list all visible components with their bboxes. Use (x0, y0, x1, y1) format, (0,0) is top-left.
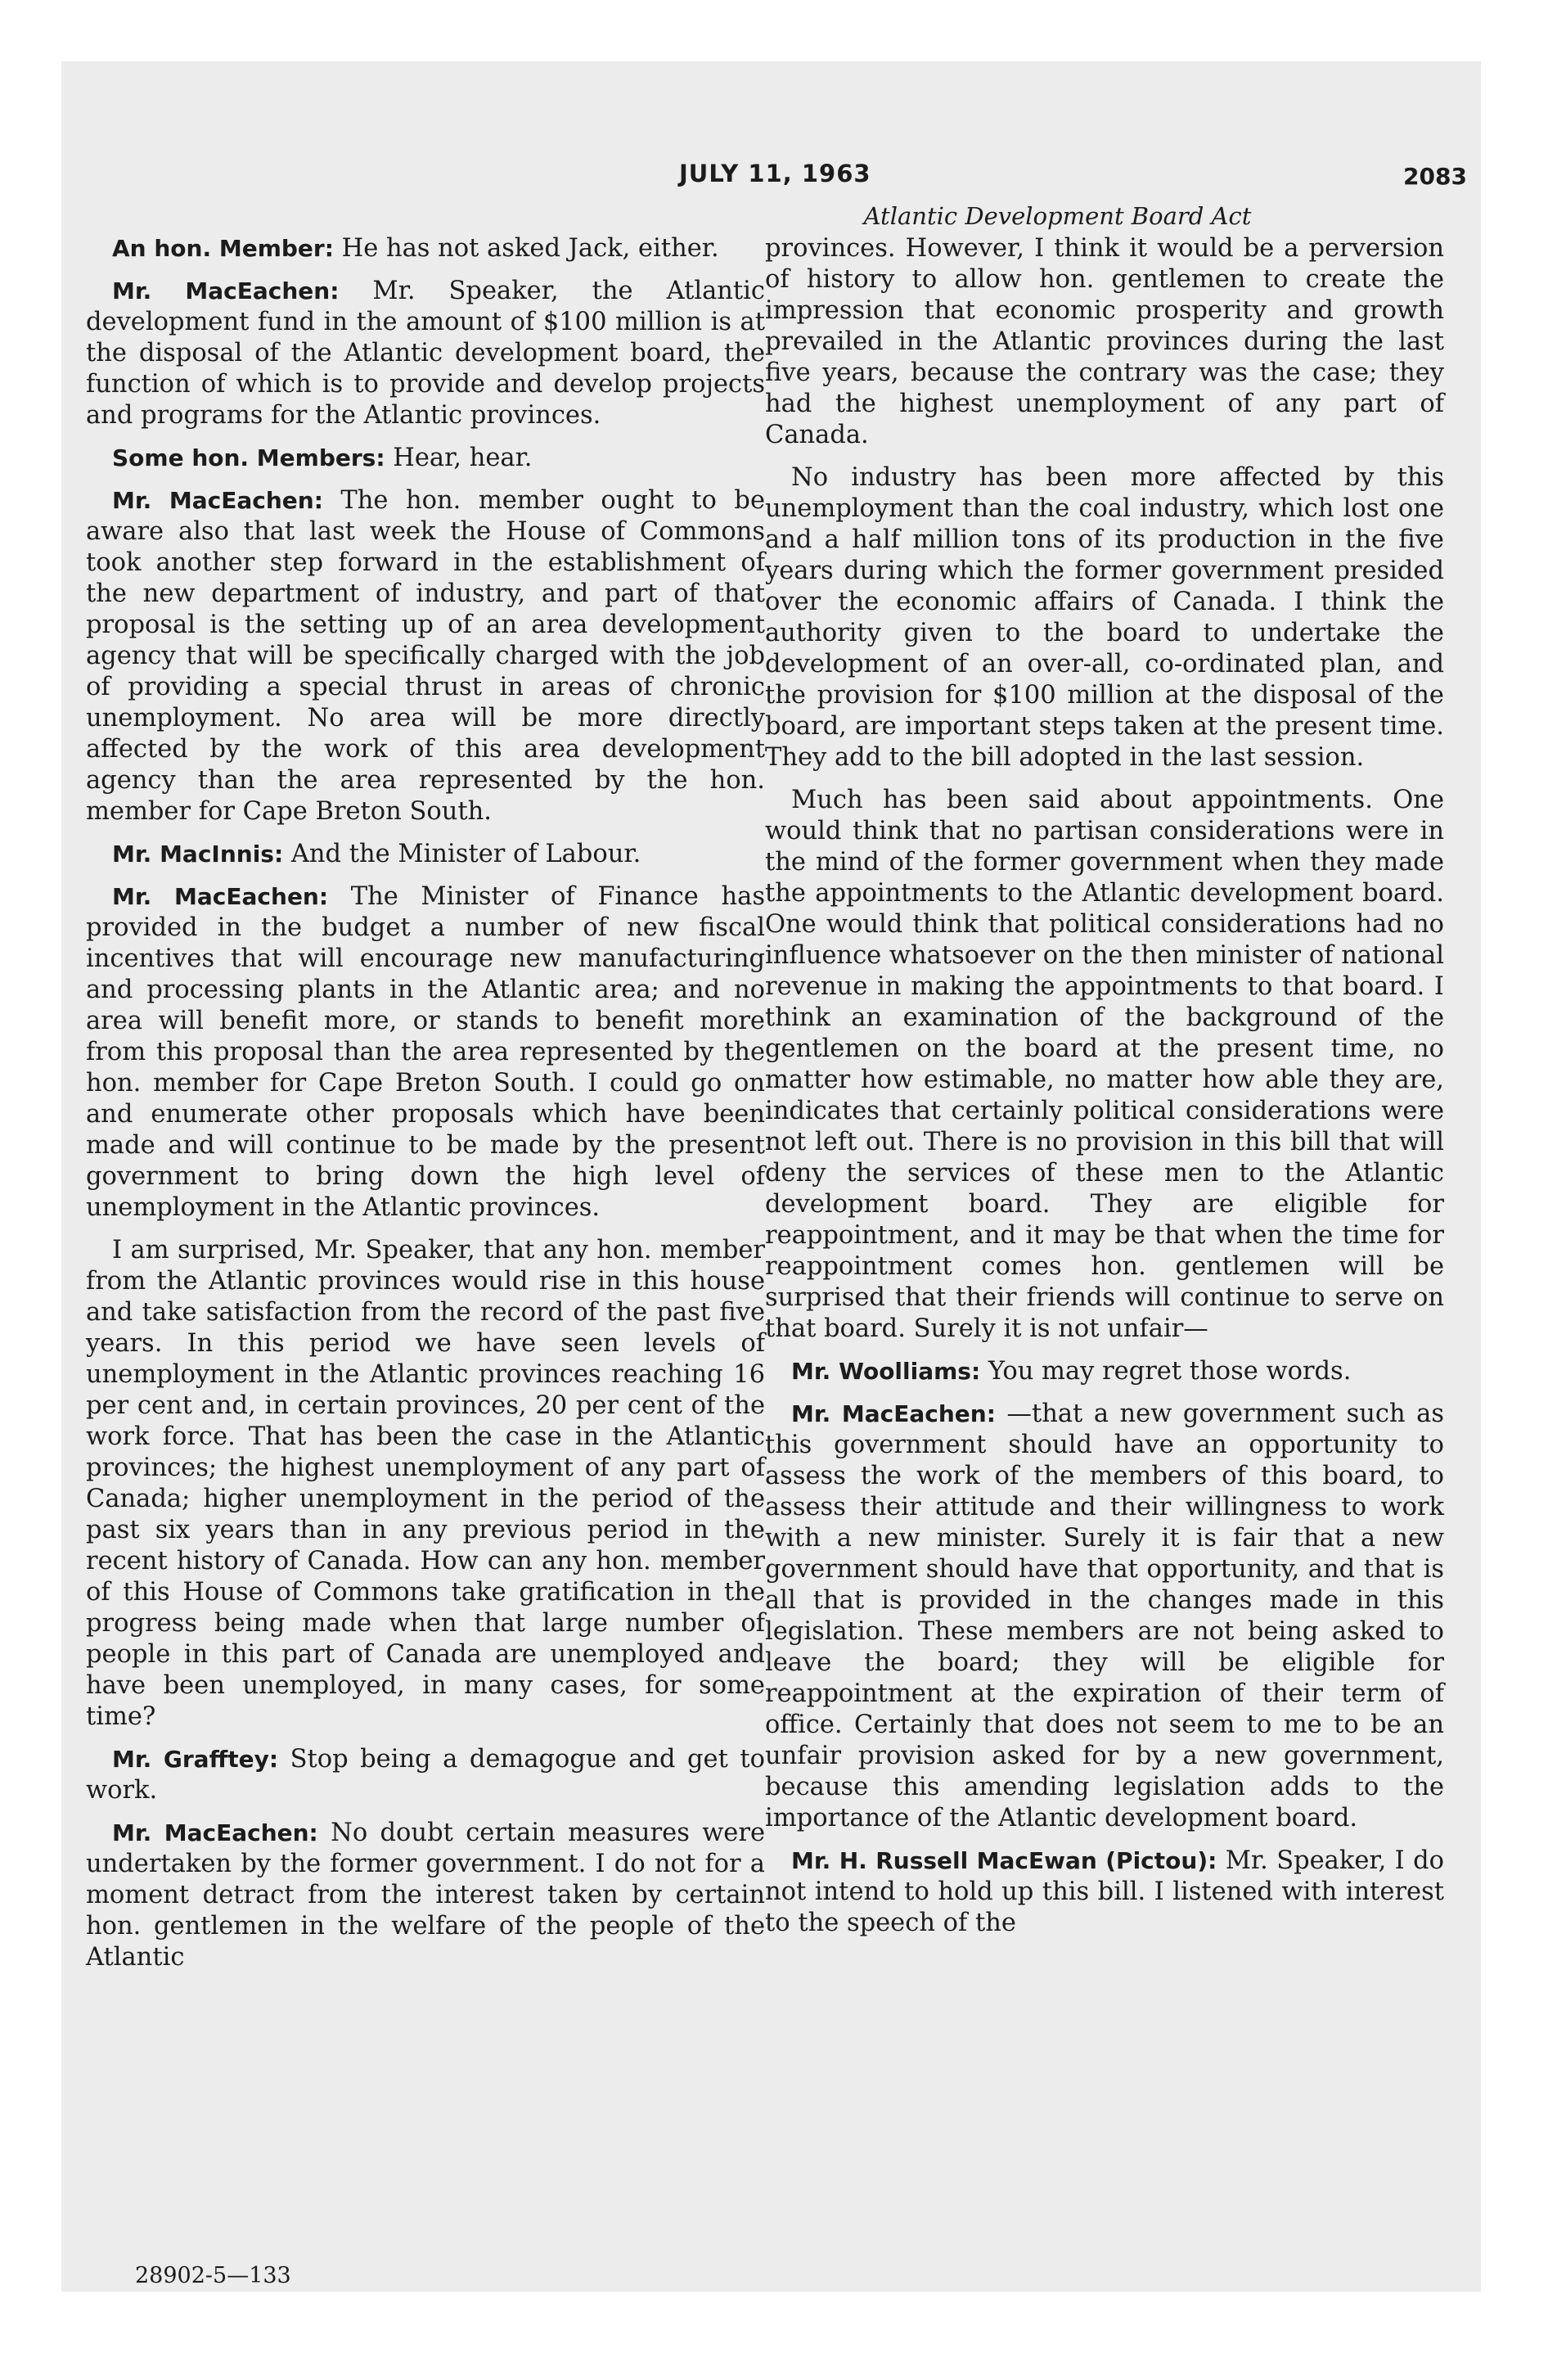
speech-paragraph (86, 485, 765, 827)
speech-text: The hon. member ought to be aware also that last week the House of Commons took another step forward in the establishment of the new department of industry, and part of that proposal is the setting up of an area development agency that will be specifically charged with the job of providing a special thrust in areas of chronic unemployment. No area will be more directly affected by the work of this area development agency than the area represented by the hon. member for Cape Breton South. (86, 486, 765, 826)
speaker-name: Mr. Woolliams: (791, 1358, 981, 1385)
speech-text: And the Minister of Labour. (290, 840, 641, 868)
speech-text: Much has been said about appointments. One would think that no partisan considerations were in the mind of the former government when they made the appointments to the Atlantic development board. One would think that political considerations had no influence whatsoever on the then minister of national revenue in making the appointments to that board. I think an examination of the background of the gentlemen on the board at the present time, no matter how estimable, no matter how able they are, indicates that certainly political considerations were not left out. There is no provision in this bill that will deny the services of these men to the Atlantic development board. They are eligible for reappointment, and it may be that when the time for reappointment comes hon. gentlemen will be surprised that their friends will continue to serve on that board. Surely it is not unfair— (765, 786, 1444, 1343)
page-number: 2083 (1403, 163, 1467, 190)
speech-paragraph (86, 1235, 765, 1733)
speech-paragraph (765, 785, 1444, 1345)
page-header (61, 160, 1481, 201)
speech-paragraph (765, 1356, 1444, 1387)
speech-paragraph (86, 1744, 765, 1806)
speech-paragraph (86, 443, 765, 474)
speech-text: Hear, hear. (393, 444, 533, 472)
speech-paragraph (86, 1818, 765, 1973)
speaker-name: Mr. H. Russell MacEwan (Pictou): (791, 1847, 1217, 1874)
speech-paragraph (86, 839, 765, 870)
speech-text: You may regret those words. (988, 1357, 1352, 1386)
speech-text: The Minister of Finance has provided in the budget a number of new fiscal incentives that will encourage new manufacturing and processing plants in the Atlantic area; and no area will benefit more, or stands to benefit more from this proposal than the area represented by the hon. member for Cape Breton South. I could go on and enumerate other proposals which have been made and will continue to be made by the present government to bring down the high level of unemployment in the Atlantic provinces. (86, 882, 765, 1222)
left-column (86, 233, 765, 1985)
speech-text: Mr. Speaker, I do not intend to hold up this bill. I listened with interest to the speech of the (765, 1846, 1444, 1937)
speaker-name: Mr. MacEachen: (112, 487, 323, 514)
speaker-name: Mr. Grafftey: (112, 1746, 279, 1773)
speech-text: No industry has been more affected by this unemployment than the coal industry, which lost one and a half million tons of its production in the five years during which the former government presided over the economic affairs of Canada. I think the authority given to the board to undertake the development of an over-all, co-ordinated plan, and the provision for $100 million at the disposal of the board, are important steps taken at the present time. They add to the bill adopted in the last session. (765, 463, 1444, 772)
speech-paragraph (765, 462, 1444, 773)
speech-text: No doubt certain measures were undertaken by the former government. I do not for a moment detract from the interest taken by certain hon. gentlemen in the welfare of the people of the Atlantic (86, 1819, 765, 1972)
header-date: JULY 11, 1963 (679, 160, 871, 187)
speaker-name: Some hon. Members: (112, 444, 385, 471)
speaker-name: Mr. MacEachen: (112, 1819, 318, 1846)
speech-text: I am surprised, Mr. Speaker, that any hon. member from the Atlantic provinces would rise in this house and take satisfaction from the record of the past five years. In this period we have seen levels of unemployment in the Atlantic provinces reaching 16 per cent and, in certain provinces, 20 per cent of the work force. That has been the case in the Atlantic provinces; the highest unemployment of any part of Canada; higher unemployment in the period of the past six years than in any previous period in the recent history of Canada. How can any hon. member of this House of Commons take gratification in the progress being made when that large number of people in this part of Canada are unemployed and have been unemployed, in many cases, for some time? (86, 1236, 765, 1731)
speech-text: provinces. However, I think it would be a perversion of history to allow hon. gentlemen to create the impression that economic prosperity and growth prevailed in the Atlantic provinces during the last five years, because the contrary was the case; they had the highest unemployment of any part of Canada. (765, 234, 1444, 449)
hansard-page (61, 61, 1481, 2292)
speaker-name: An hon. Member: (112, 235, 334, 262)
running-title: Atlantic Development Board Act (863, 202, 1252, 230)
speech-text: Mr. Speaker, the Atlantic development fund in the amount of $100 million is at the disposal of the Atlantic development board, the function of which is to provide and develop projects and programs for the Atlantic provinces. (86, 277, 765, 430)
speech-text: Stop being a demagogue and get to work. (86, 1745, 765, 1805)
right-column (765, 233, 1444, 1950)
speech-paragraph (86, 881, 765, 1224)
speech-paragraph (86, 233, 765, 264)
speech-paragraph (765, 233, 1444, 451)
speaker-name: Mr. MacEachen: (112, 277, 340, 304)
speech-paragraph (765, 1399, 1444, 1834)
speaker-name: Mr. MacEachen: (112, 883, 329, 910)
speaker-name: Mr. MacInnis: (112, 841, 284, 868)
speech-text: —that a new government such as this government should have an opportunity to assess the work of the members of this board, to assess their attitude and their willingness to work with a new minister. Surely it is fair that a new government should have that opportunity, and that is all that is provided in the changes made in this legislation. These members are not being asked to leave the board; they will be eligible for reappointment at the expiration of their term of office. Certainly that does not seem to me to be an unfair provision asked for by a new government, because this amending legislation adds to the importance of the Atlantic development board. (765, 1400, 1444, 1832)
print-code: 28902-5—133 (135, 2263, 291, 2288)
speech-paragraph (86, 276, 765, 431)
speaker-name: Mr. MacEachen: (791, 1400, 996, 1427)
speech-text: He has not asked Jack, either. (341, 234, 719, 263)
speech-paragraph (765, 1846, 1444, 1939)
